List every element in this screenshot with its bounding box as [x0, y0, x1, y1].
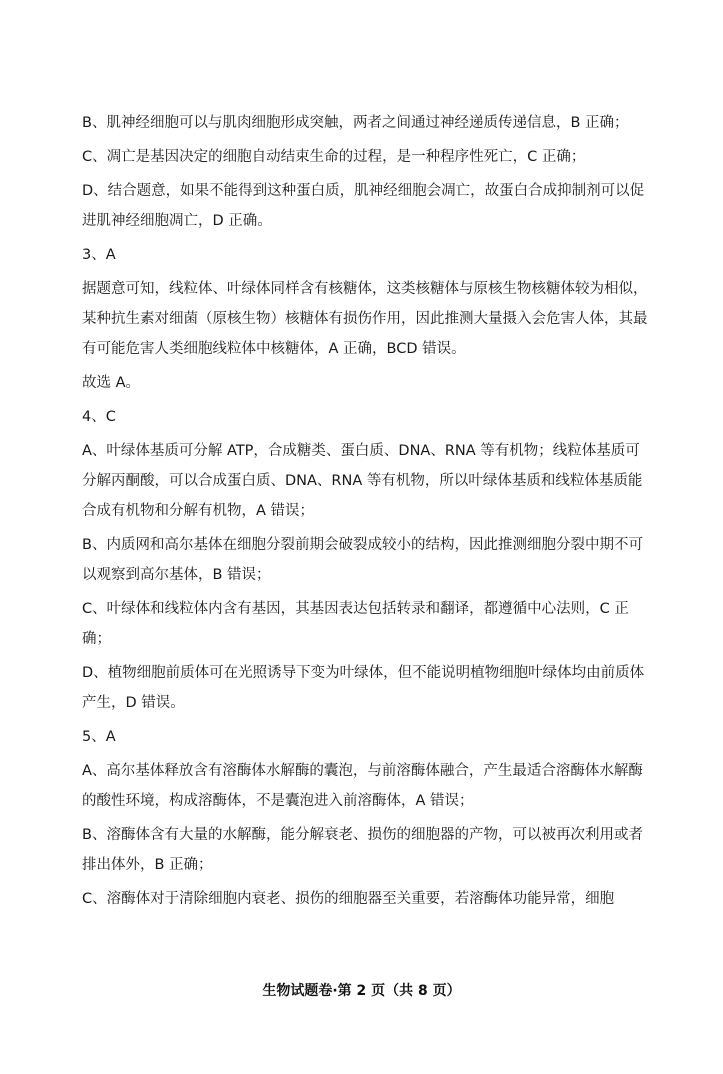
explanation-paragraph: C、叶绿体和线粒体内含有基因，其基因表达包括转录和翻译，都遵循中心法则，C 正确；: [82, 601, 629, 647]
question-answer-label: 5、A: [82, 729, 116, 745]
explanation-paragraph: B、肌神经细胞可以与肌肉细胞形成突触，两者之间通过神经递质传递信息，B 正确；: [82, 115, 629, 131]
explanation-paragraph: A、高尔基体释放含有溶酶体水解酶的囊泡，与前溶酶体融合，产生最适合溶酶体水解酶的酸性环境，构成溶酶体，不是囊泡进入前溶酶体，A 错误；: [82, 763, 643, 809]
explanation-paragraph: A、叶绿体基质可分解 ATP，合成糖类、蛋白质、DNA、RNA 等有机物；线粒体基质可分解丙酮酸，可以合成蛋白质、DNA、RNA 等有机物，所以叶绿体基质和线粒体基质能合成有机物和分解有机物，A 错误；: [82, 443, 643, 519]
explanation-paragraph: D、结合题意，如果不能得到这种蛋白质，肌神经细胞会凋亡，故蛋白合成抑制剂可以促进肌神经细胞凋亡，D 正确。: [82, 183, 645, 229]
page-footer: 生物试题卷·第 2 页（共 8 页）: [262, 983, 461, 999]
question-answer-label: 4、C: [82, 409, 116, 425]
explanation-paragraph: B、内质网和高尔基体在细胞分裂前期会破裂成较小的结构，因此推测细胞分裂中期不可以观察到高尔基体，B 错误；: [82, 537, 643, 583]
explanation-paragraph: C、溶酶体对于清除细胞内衰老、损伤的细胞器至关重要，若溶酶体功能异常，细胞: [82, 891, 615, 907]
answer-explanations: [82, 108, 648, 918]
explanation-paragraph: C、凋亡是基因决定的细胞自动结束生命的过程，是一种程序性死亡，C 正确；: [82, 149, 586, 165]
explanation-paragraph: B、溶酶体含有大量的水解酶，能分解衰老、损伤的细胞器的产物，可以被再次利用或者排出体外，B 正确；: [82, 827, 643, 873]
explanation-paragraph: 据题意可知，线粒体、叶绿体同样含有核糖体，这类核糖体与原核生物核糖体较为相似，某种抗生素对细菌（原核生物）核糖体有损伤作用，因此推测大量摄入会危害人体，其最有可能危害人类细胞线粒体中核糖体，A 正确，BCD 错误。: [82, 281, 648, 357]
explanation-paragraph: D、植物细胞前质体可在光照诱导下变为叶绿体，但不能说明植物细胞叶绿体均由前质体产生，D 错误。: [82, 665, 645, 711]
explanation-paragraph: 故选 A。: [82, 375, 141, 391]
question-answer-label: 3、A: [82, 247, 116, 263]
